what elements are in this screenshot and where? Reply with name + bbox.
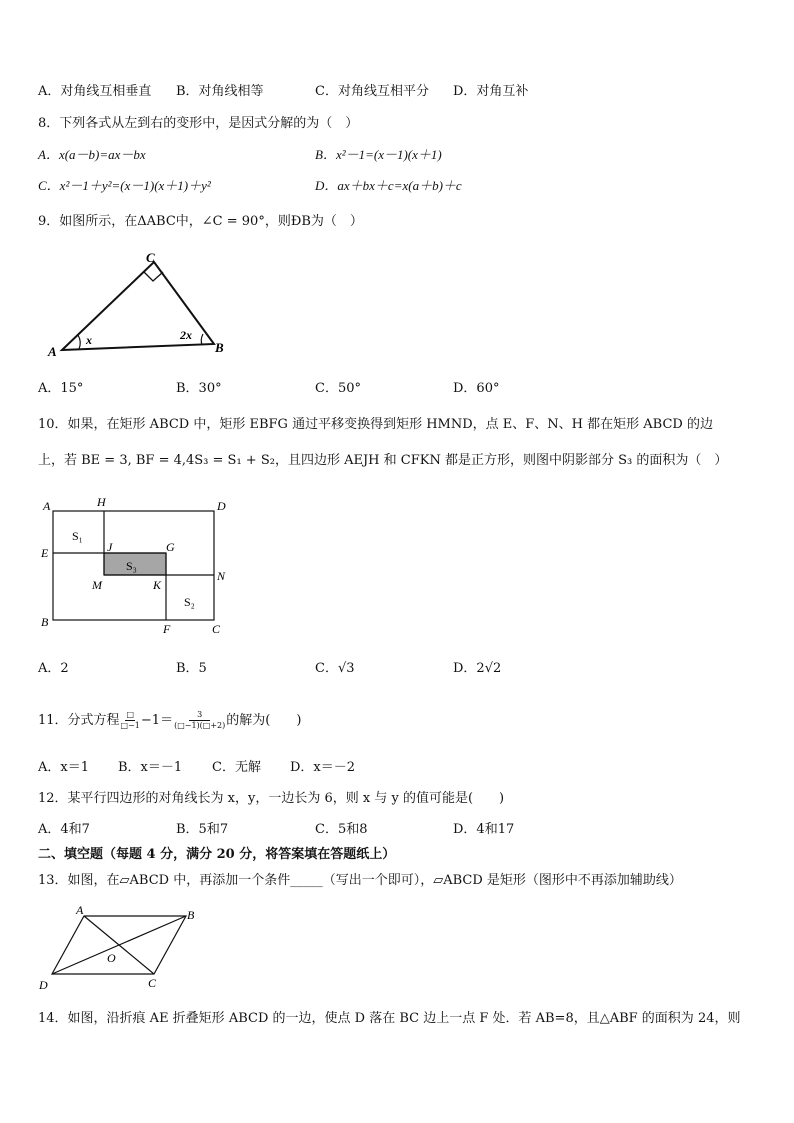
label-a: A	[76, 903, 84, 917]
q10-stem-line1: 10．如果，在矩形 ABCD 中，矩形 EBFG 通过平移变换得到矩形 HMND，点 E、F、N、H 都在矩形 ABCD 的边	[38, 417, 713, 432]
q9-stem: 9．如图所示，在ΔABC中，∠C = 90°，则ÐB为（ ）	[38, 214, 363, 229]
q11-option-a: A．x＝1	[38, 760, 89, 775]
q8-stem: 8．下列各式从左到右的变形中，是因式分解的为（ ）	[38, 116, 359, 131]
label-c: C	[148, 976, 157, 990]
q7-option-c: C．对角线互相平分	[315, 84, 429, 99]
q7-option-d: D．对角互补	[453, 84, 529, 99]
q11-frac1-den: □−1	[120, 721, 140, 730]
q12-option-a: A．4和7	[38, 822, 90, 837]
q9-option-c: C．50°	[315, 381, 361, 396]
q10-option-b: B．5	[176, 661, 207, 676]
q9-option-d: D．60°	[453, 381, 500, 396]
q10-rectangle-figure	[36, 494, 236, 640]
q9-triangle-figure	[40, 248, 240, 363]
section2-title: 二、填空题（每题 4 分，满分 20 分，将答案填在答题纸上）	[38, 847, 396, 862]
q8-option-d: D．ax＋bx＋c=x(a＋b)＋c	[315, 178, 462, 193]
label-b: B	[41, 615, 49, 629]
label-m: M	[92, 578, 102, 592]
q11-frac2-den: (□−1)(□+2)	[174, 721, 226, 730]
q13-stem: 13．如图，在▱ABCD 中，再添加一个条件_____（写出一个即可），▱ABCD 是矩形（图形中不再添加辅助线）	[38, 873, 682, 888]
q11-option-d: D．x＝－2	[290, 760, 356, 775]
angle-b-arc	[201, 334, 203, 345]
q10-option-a: A．2	[38, 661, 69, 676]
label-n: N	[217, 569, 226, 583]
label-j: J	[107, 540, 113, 554]
label-a: A	[43, 499, 51, 513]
q10-stem-line2: 上，若 BE = 3, BF = 4,4S₃ = S₁ + S₂，且四边形 AEJH 和 CFKN 都是正方形，则图中阴影部分 S₃ 的面积为（ ）	[38, 453, 728, 468]
q10-option-c: C．√3	[315, 661, 355, 676]
label-f: F	[163, 622, 171, 636]
q7-option-b: B．对角线相等	[176, 84, 264, 99]
q11-option-c: C．无解	[212, 760, 261, 775]
angle-b-label: 2x	[180, 328, 192, 342]
q9-option-a: A．15°	[38, 381, 84, 396]
q11-option-b: B．x＝－1	[118, 760, 183, 775]
q14-stem: 14．如图，沿折痕 AE 折叠矩形 ABCD 的一边，使点 D 落在 BC 边上一点 F 处．若 AB=8，且△ABF 的面积为 24，则	[38, 1011, 741, 1026]
label-b: B	[187, 908, 195, 922]
label-g: G	[166, 540, 175, 554]
q11-frac2-num: 3	[189, 710, 210, 721]
label-s3: S₃	[126, 559, 137, 573]
label-c: C	[212, 622, 221, 636]
q12-stem: 12．某平行四边形的对角线长为 x，y，一边长为 6，则 x 与 y 的值可能是( )	[38, 791, 505, 806]
q8-option-a: A．x(a－b)=ax－bx	[38, 147, 146, 162]
q11-minus-one: −1＝	[140, 712, 174, 728]
q12-option-b: B．5和7	[176, 822, 229, 837]
label-h: H	[97, 495, 106, 509]
q12-option-d: D．4和17	[453, 822, 515, 837]
label-c: C	[146, 250, 155, 265]
label-k: K	[153, 578, 162, 592]
q11-prefix: 11．分式方程	[38, 712, 120, 728]
label-e: E	[41, 546, 49, 560]
label-s2: S₂	[184, 595, 195, 609]
q11-frac1-num: □	[126, 710, 134, 719]
diagonal-bd	[52, 916, 186, 974]
q11-fraction-1	[121, 710, 140, 731]
q13-parallelogram-figure	[34, 902, 209, 994]
q11-stem	[38, 710, 301, 731]
q11-fraction-2	[174, 710, 225, 731]
right-angle-mark	[144, 272, 163, 281]
q12-option-c: C．5和8	[315, 822, 368, 837]
q9-option-b: B．30°	[176, 381, 222, 396]
label-s1: S₁	[72, 529, 83, 543]
q8-option-b: B．x²－1=(x－1)(x＋1)	[315, 147, 442, 162]
q7-option-a: A．对角线互相垂直	[38, 84, 152, 99]
label-d: D	[217, 499, 226, 513]
label-a: A	[48, 344, 57, 359]
angle-a-arc	[78, 335, 80, 349]
angle-a-label: x	[86, 333, 92, 347]
q8-option-c: C．x²－1＋y²=(x－1)(x＋1)＋y²	[38, 178, 211, 193]
q10-option-d: D．2√2	[453, 661, 502, 676]
label-b: B	[215, 340, 224, 355]
label-o: O	[107, 951, 116, 965]
label-d: D	[39, 978, 48, 992]
q11-suffix: 的解为( )	[226, 712, 302, 728]
